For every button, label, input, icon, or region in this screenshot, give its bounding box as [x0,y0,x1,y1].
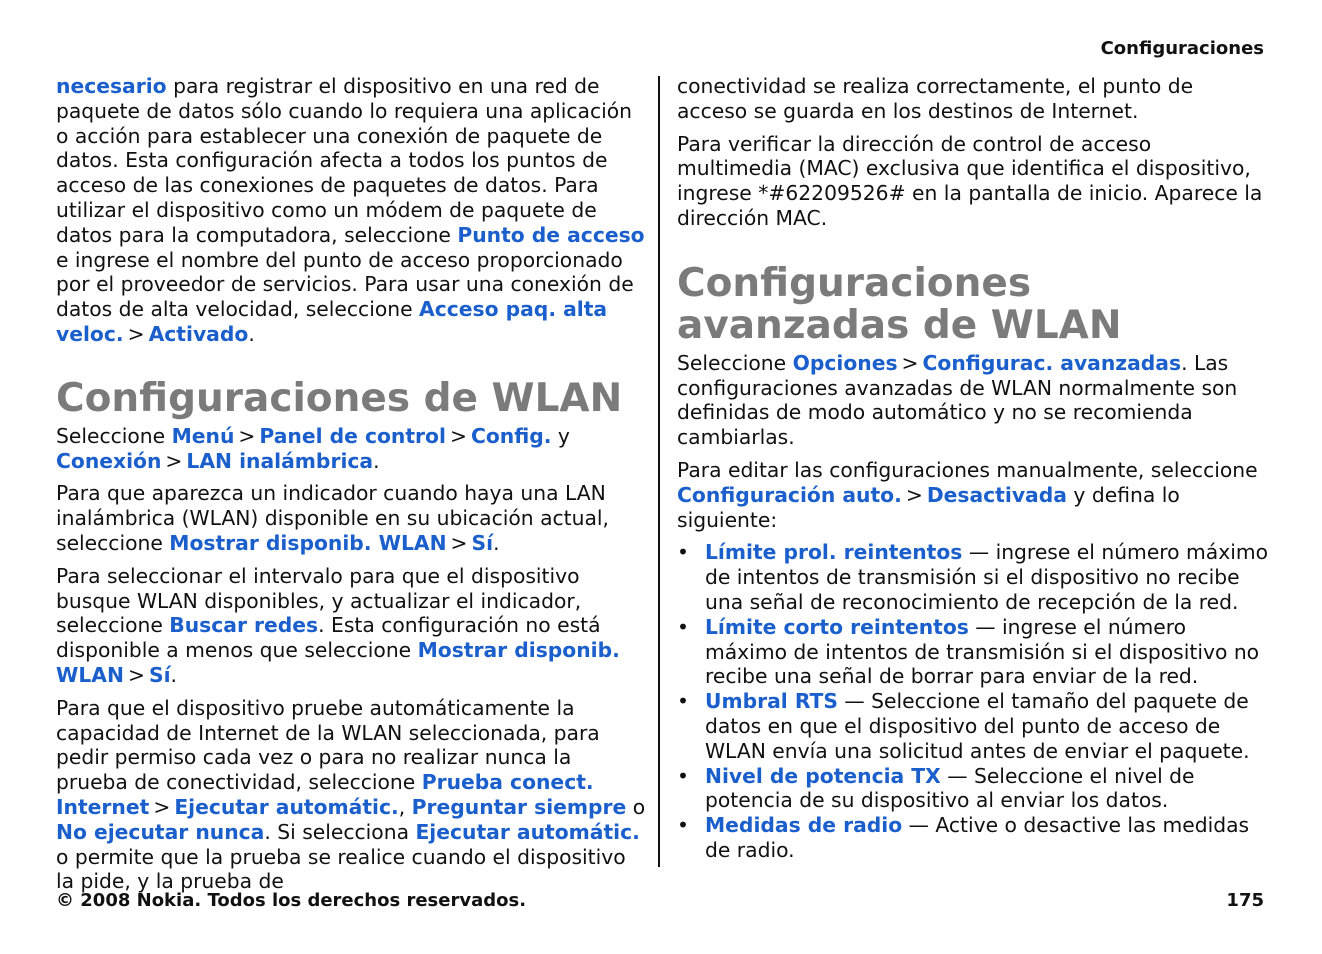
option-necesario: necesario [56,74,167,98]
bullet: • [677,614,689,639]
option-lan-inalambrica: LAN inalámbrica [186,448,374,473]
heading-wlan-settings: Configuraciones de WLAN [56,375,623,421]
option-term: Límite prol. reintentos [705,540,963,565]
text: , [398,794,412,819]
paragraph-scan-interval [56,564,646,688]
option-activado: Activado [148,321,249,346]
menu-separator: > [127,321,145,346]
menu-separator: > [449,423,467,448]
option-si: Sí [471,530,494,555]
list-item [677,813,1269,863]
list-item [677,764,1269,814]
running-header: Configuraciones [1100,38,1264,59]
option-configuracion-auto: Configuración auto. [677,482,902,507]
option-prueba-conect-internet: Prueba conect. Internet [56,770,594,819]
text: . [248,321,255,346]
option-desactivada: Desactivada [926,482,1067,507]
option-term: Límite corto reintentos [705,614,969,639]
paragraph-continuation: conectividad se realiza correctamente, el punto de acceso se guarda en los destinos de Internet. [677,74,1194,123]
bullet: • [677,763,689,788]
footer-copyright: © 2008 Nokia. Todos los derechos reservados. [56,890,527,911]
option-menu: Menú [171,423,235,448]
menu-separator: > [905,482,923,507]
text: . [493,530,500,555]
option-mostrar-disponib-wlan: Mostrar disponib. WLAN [56,638,620,687]
text: Para editar las configuraciones manualmente, seleccione [677,457,1258,482]
text: para registrar el dispositivo en una red de paquete de datos sólo cuando lo requiera una aplicación o acción para establecer una conexión de paquete de datos. Esta configuración afecta a todos los puntos de acceso de las conexiones de paquetes de datos. Para utilizar el dispositivo como un módem de paquete de datos para la computadora, seleccione [56,74,633,247]
paragraph-menu-path [56,424,646,474]
menu-separator: > [901,350,919,375]
left-column [56,74,646,902]
text: . Esta configuración no está disponible a menos que seleccione [56,613,601,663]
text: o [626,794,646,819]
bullet: • [677,689,689,714]
option-config: Config. [470,423,552,448]
option-panel-de-control: Panel de control [259,423,446,448]
list-item [677,689,1269,763]
menu-separator: > [127,662,145,687]
text: o permite que la prueba se realice cuando el dispositivo la pide, y la prueba de [56,844,626,894]
paragraph-advanced-path [677,351,1269,450]
text: . [170,662,177,687]
text: Seleccione [677,350,793,375]
text: Seleccione [56,423,172,448]
option-ejecutar-automatic: Ejecutar automátic. [415,819,640,844]
option-no-ejecutar-nunca: No ejecutar nunca [56,819,265,844]
option-opciones: Opciones [792,350,898,375]
page-number: 175 [1226,890,1264,911]
option-description: — ingrese el número máximo de intentos de transmisión si el dispositivo no recibe una señal de borrar para enviar de la red. [705,614,1260,689]
advanced-settings-list [677,540,1269,862]
option-acceso-paq-alta-veloc: Acceso paq. alta veloc. [56,297,608,346]
text: Para que aparezca un indicador cuando haya una LAN inalámbrica (WLAN) disponible en su ubicación actual, seleccione [56,481,610,555]
text: . Las configuraciones avanzadas de WLAN normalmente son definidas de modo automático y no se recomienda cambiarlas. [677,350,1238,450]
option-punto-de-acceso: Punto de acceso [457,222,645,247]
text: Para seleccionar el intervalo para que el dispositivo busque WLAN disponibles, y actualizar el indicador, seleccione [56,563,582,638]
text: . Si selecciona [264,819,416,844]
option-description: — Active o desactive las medidas de radio. [705,813,1250,862]
paragraph-mac-address: Para verificar la dirección de control de acceso multimedia (MAC) exclusiva que identifica el dispositivo, ingrese *#62209526# en la pantalla de inicio. Aparece la dirección MAC. [677,131,1263,230]
menu-separator: > [238,423,256,448]
menu-separator: > [165,448,183,473]
menu-separator: > [153,794,171,819]
menu-separator: > [450,530,468,555]
right-column [677,74,1269,863]
list-item [677,540,1269,614]
option-term: Medidas de radio [705,813,903,838]
paragraph-wlan-indicator [56,481,646,555]
option-description: — Seleccione el tamaño del paquete de datos en que el dispositivo del punto de acceso de WLAN envía una solicitud antes de enviar el paquete. [705,689,1250,763]
option-ejecutar-automatic: Ejecutar automátic. [174,794,399,819]
option-conexion: Conexión [56,448,162,473]
paragraph-internet-test [56,696,646,894]
text: Para que el dispositivo pruebe automáticamente la capacidad de Internet de la WLAN seleccionada, para pedir permiso cada vez o para no realizar nunca la prueba de conectividad, seleccione [56,695,600,795]
text: y [551,423,570,448]
option-preguntar-siempre: Preguntar siempre [411,794,627,819]
option-configurac-avanzadas: Configurac. avanzadas [922,350,1182,375]
option-term: Umbral RTS [705,689,838,714]
heading-advanced-wlan: Configuraciones avanzadas de WLAN [677,260,1122,348]
option-mostrar-disponib-wlan: Mostrar disponib. WLAN [169,530,447,555]
option-description: — Seleccione el nivel de potencia de su dispositivo al enviar los datos. [705,763,1195,813]
option-description: — ingrese el número máximo de intentos de transmisión si el dispositivo no recibe una señal de reconocimiento de recepción de la red. [705,540,1269,614]
text: y defina lo siguiente: [677,482,1180,532]
text: e ingrese el nombre del punto de acceso proporcionado por el proveedor de servicios. Para usar una conexión de datos de alta velocidad, seleccione [56,247,634,322]
column-divider [658,76,660,867]
option-si: Sí [148,662,171,687]
list-item [677,615,1269,689]
text: . [373,448,380,473]
option-term: Nivel de potencia TX [705,763,941,788]
paragraph-manual-edit [677,458,1269,532]
bullet: • [677,813,689,838]
option-buscar-redes: Buscar redes [169,613,319,638]
paragraph-packet-data [56,74,646,347]
bullet: • [677,540,689,565]
